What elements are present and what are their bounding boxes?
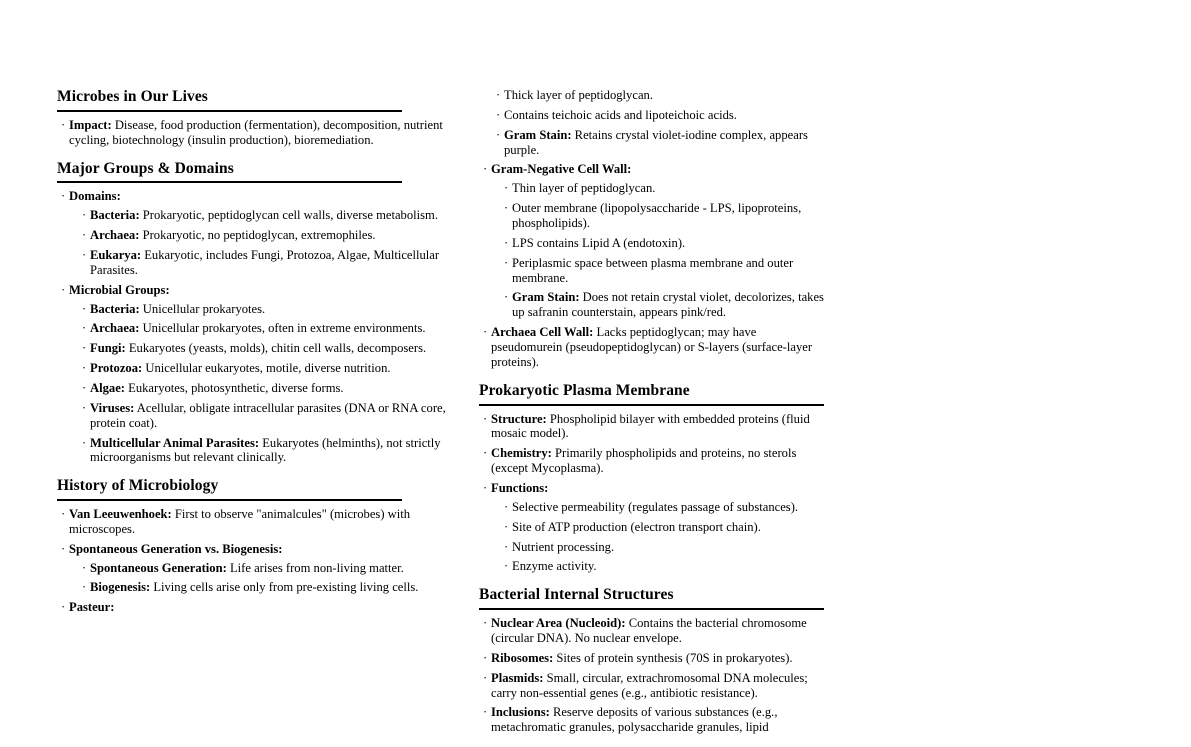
nested-list (69, 561, 455, 596)
bullet-icon: · (82, 247, 87, 262)
bullet-icon: · (504, 255, 509, 270)
list-item-text: Life arises from non-living matter. (226, 560, 404, 575)
list-item (483, 705, 825, 735)
bullet-icon: · (61, 541, 66, 556)
bullet-icon: · (483, 670, 488, 685)
list-item (82, 321, 455, 336)
document-section (479, 586, 825, 735)
bullet-list (483, 412, 825, 575)
list-item (61, 542, 455, 596)
bullet-icon: · (483, 162, 488, 177)
section-heading-block (479, 382, 824, 406)
list-item (504, 181, 825, 196)
bullet-icon: · (504, 559, 509, 574)
list-item-text: Unicellular prokaryotes, often in extreme environments. (139, 321, 426, 336)
section-heading-block (57, 88, 402, 112)
list-item (483, 481, 825, 574)
two-column-layout (0, 88, 1191, 747)
list-item-label: Multicellular Animal Parasites: (90, 435, 260, 450)
list-item (504, 236, 825, 251)
list-item (61, 189, 455, 277)
nested-list (491, 500, 825, 574)
list-item-label: Structure: (491, 411, 547, 426)
list-item-text: Thick layer of peptidoglycan. (504, 88, 653, 102)
document-section (479, 382, 825, 575)
list-item (82, 561, 455, 576)
list-item-label: Algae: (90, 380, 125, 395)
bullet-icon: · (496, 88, 501, 102)
bullet-icon: · (82, 228, 87, 243)
list-item (82, 361, 455, 376)
bullet-icon: · (82, 341, 87, 356)
bullet-icon: · (483, 481, 488, 495)
list-item-label: Bacteria: (90, 301, 140, 316)
list-item (82, 228, 455, 243)
list-item (504, 559, 825, 574)
list-item (504, 540, 825, 555)
bullet-icon: · (82, 208, 87, 223)
bullet-icon: · (61, 189, 66, 204)
bullet-icon: · (82, 301, 87, 316)
bullet-icon: · (61, 507, 66, 522)
list-item (483, 412, 825, 442)
list-item-label: Pasteur: (69, 600, 115, 615)
list-item (61, 283, 455, 466)
list-item-text: Lacks peptidoglycan; may have pseudomurein (pseudopeptidoglycan) or S-layers (surface-layer proteins). (491, 325, 813, 369)
bullet-icon: · (483, 325, 488, 340)
list-item-text: Nutrient processing. (512, 539, 615, 554)
list-item (504, 290, 825, 320)
list-item-label: Archaea Cell Wall: (491, 325, 594, 340)
list-item-text: Site of ATP production (electron transport chain). (512, 519, 761, 534)
list-item (496, 108, 825, 123)
bullet-icon: · (82, 380, 87, 395)
list-item-text: Sites of protein synthesis (70S in prokaryotes). (553, 650, 793, 665)
list-item (483, 671, 825, 701)
list-item-label: Ribosomes: (491, 650, 554, 665)
section-body (57, 118, 455, 148)
list-item (483, 616, 825, 646)
bullet-icon: · (496, 127, 501, 142)
list-item-label: Impact: (69, 117, 112, 132)
left-column-content (57, 88, 455, 615)
list-item-label: Fungi: (90, 341, 126, 356)
left-column (57, 88, 461, 627)
list-item-label: Chemistry: (491, 446, 552, 461)
list-item (82, 302, 455, 317)
heading-divider (57, 181, 402, 183)
list-item-label: Bacteria: (90, 208, 140, 223)
list-item-label: Gram-Negative Cell Wall: (491, 162, 632, 177)
list-item (61, 507, 455, 537)
right-column (479, 88, 825, 747)
bullet-icon: · (483, 705, 488, 720)
list-item-text: Contains the bacterial chromosome (circular DNA). No nuclear envelope. (491, 616, 807, 645)
list-item-label: Eukarya: (90, 247, 142, 262)
heading-divider (479, 404, 824, 406)
list-item-text: Primarily phospholipids and proteins, no sterols (except Mycoplasma). (491, 446, 797, 476)
section-heading: History of Microbiology (57, 477, 219, 495)
bullet-icon: · (82, 321, 87, 336)
document-section (57, 477, 455, 615)
list-item (483, 162, 825, 320)
heading-divider (479, 608, 824, 610)
section-heading: Prokaryotic Plasma Membrane (479, 381, 690, 399)
list-item (82, 248, 455, 278)
list-item-text: Eukaryotic, includes Fungi, Protozoa, Algae, Multicellular Parasites. (90, 247, 440, 277)
continued-section-body (479, 88, 825, 370)
nested-list (491, 181, 825, 320)
bullet-icon: · (504, 499, 509, 514)
heading-divider (57, 499, 402, 501)
list-item-text: Eukaryotes (helminths), not strictly microorganisms but relevant clinically. (90, 435, 441, 465)
bullet-list (61, 189, 455, 465)
list-item-text: Contains teichoic acids and lipoteichoic acids. (504, 107, 737, 122)
list-item-text: First to observe "animalcules" (microbes) with microscopes. (69, 507, 411, 536)
list-item-label: Spontaneous Generation vs. Biogenesis: (69, 541, 283, 556)
bullet-icon: · (483, 446, 488, 461)
list-item-label: Van Leeuwenhoek: (69, 507, 172, 522)
bullet-icon: · (61, 117, 66, 132)
bullet-list (483, 88, 825, 370)
nested-list (69, 302, 455, 466)
heading-divider (57, 110, 402, 112)
list-item-label: Archaea: (90, 321, 140, 336)
bullet-icon: · (82, 400, 87, 415)
list-item (504, 500, 825, 515)
bullet-icon: · (61, 282, 66, 297)
right-column-continued-list (479, 88, 825, 370)
list-item (61, 118, 455, 148)
list-item (82, 580, 455, 595)
bullet-icon: · (82, 580, 87, 595)
section-heading-block (479, 586, 824, 610)
section-heading-block (57, 160, 402, 184)
list-item-label: Domains: (69, 189, 121, 204)
bullet-list (61, 507, 455, 615)
bullet-icon: · (496, 107, 501, 122)
list-item (61, 600, 455, 615)
bullet-icon: · (82, 435, 87, 450)
list-item-label: Gram Stain: (504, 127, 572, 142)
bullet-icon: · (483, 411, 488, 426)
bullet-icon: · (504, 235, 509, 250)
section-body (57, 189, 455, 465)
section-body (479, 412, 825, 575)
list-item-text: Unicellular eukaryotes, motile, diverse nutrition. (142, 361, 391, 376)
bullet-icon: · (483, 616, 488, 631)
list-item (483, 325, 825, 370)
list-item-text: Phospholipid bilayer with embedded proteins (fluid mosaic model). (491, 411, 810, 441)
bullet-icon: · (61, 600, 66, 615)
list-item-label: Gram Stain: (512, 290, 580, 305)
section-heading: Bacterial Internal Structures (479, 586, 674, 604)
list-item-text: Eukaryotes, photosynthetic, diverse forms. (124, 380, 344, 395)
section-heading: Major Groups & Domains (57, 159, 234, 177)
list-item (504, 201, 825, 231)
list-item-text: Enzyme activity. (512, 559, 597, 574)
bullet-icon: · (504, 519, 509, 534)
list-item-text: Unicellular prokaryotes. (139, 301, 266, 316)
section-heading: Microbes in Our Lives (57, 88, 208, 105)
list-item-label: Biogenesis: (90, 580, 151, 595)
list-item (82, 401, 455, 431)
section-body (479, 616, 825, 735)
list-item (504, 256, 825, 286)
list-item-text: Disease, food production (fermentation), decomposition, nutrient cycling, biotechnology (insulin production), bioremediation. (69, 117, 443, 147)
list-item-label: Viruses: (90, 400, 135, 415)
list-item-label: Inclusions: (491, 705, 550, 720)
list-item (483, 651, 825, 666)
list-item-text: Outer membrane (lipopolysaccharide - LPS, lipoproteins, phospholipids). (512, 201, 802, 231)
list-item-text: Reserve deposits of various substances (e.g., metachromatic granules, polysaccharide granules, lipid (491, 705, 778, 735)
list-item-label: Spontaneous Generation: (90, 560, 227, 575)
list-item (82, 381, 455, 396)
list-item (82, 436, 455, 466)
list-item-text: Retains crystal violet-iodine complex, appears purple. (504, 127, 808, 157)
bullet-icon: · (82, 560, 87, 575)
list-item-text: Selective permeability (regulates passage of substances). (512, 499, 799, 514)
list-item-text: LPS contains Lipid A (endotoxin). (512, 235, 686, 250)
list-item-text: Small, circular, extrachromosomal DNA molecules; carry non-essential genes (e.g., antibiotic resistance). (491, 670, 808, 700)
document-section (57, 160, 455, 466)
list-item-text: Eukaryotes (yeasts, molds), chitin cell walls, decomposers. (125, 341, 427, 356)
list-item-text: Periplasmic space between plasma membrane and outer membrane. (512, 255, 794, 285)
bullet-icon: · (483, 650, 488, 665)
list-item (82, 208, 455, 223)
list-item-text: Prokaryotic, no peptidoglycan, extremophiles. (139, 228, 376, 243)
bullet-icon: · (504, 539, 509, 554)
list-item-label: Nuclear Area (Nucleoid): (491, 616, 626, 631)
list-item (82, 341, 455, 356)
bullet-icon: · (82, 361, 87, 376)
list-item-text: Living cells arise only from pre-existing living cells. (150, 580, 419, 595)
list-item (496, 88, 825, 103)
list-item-text: Acellular, obligate intracellular parasites (DNA or RNA core, protein coat). (90, 400, 446, 430)
nested-list (69, 208, 455, 277)
list-item (504, 520, 825, 535)
bullet-icon: · (504, 201, 509, 216)
section-body (57, 507, 455, 615)
list-item-text: Does not retain crystal violet, decolorizes, takes up safranin counterstain, appears pink/red. (512, 290, 824, 320)
bullet-list (61, 118, 455, 148)
list-item-text: Thin layer of peptidoglycan. (512, 181, 656, 196)
list-item-label: Microbial Groups: (69, 282, 170, 297)
bullet-icon: · (504, 290, 509, 305)
right-column-content (479, 382, 825, 735)
list-item-label: Functions: (491, 481, 549, 495)
bullet-icon: · (504, 181, 509, 196)
list-item (496, 128, 825, 158)
document-section (57, 88, 455, 148)
section-heading-block (57, 477, 402, 501)
list-item-label: Archaea: (90, 228, 140, 243)
list-item-text: Prokaryotic, peptidoglycan cell walls, diverse metabolism. (139, 208, 438, 223)
list-item (483, 446, 825, 476)
bullet-list (483, 616, 825, 735)
list-item-label: Plasmids: (491, 670, 544, 685)
list-item-label: Protozoa: (90, 361, 143, 376)
